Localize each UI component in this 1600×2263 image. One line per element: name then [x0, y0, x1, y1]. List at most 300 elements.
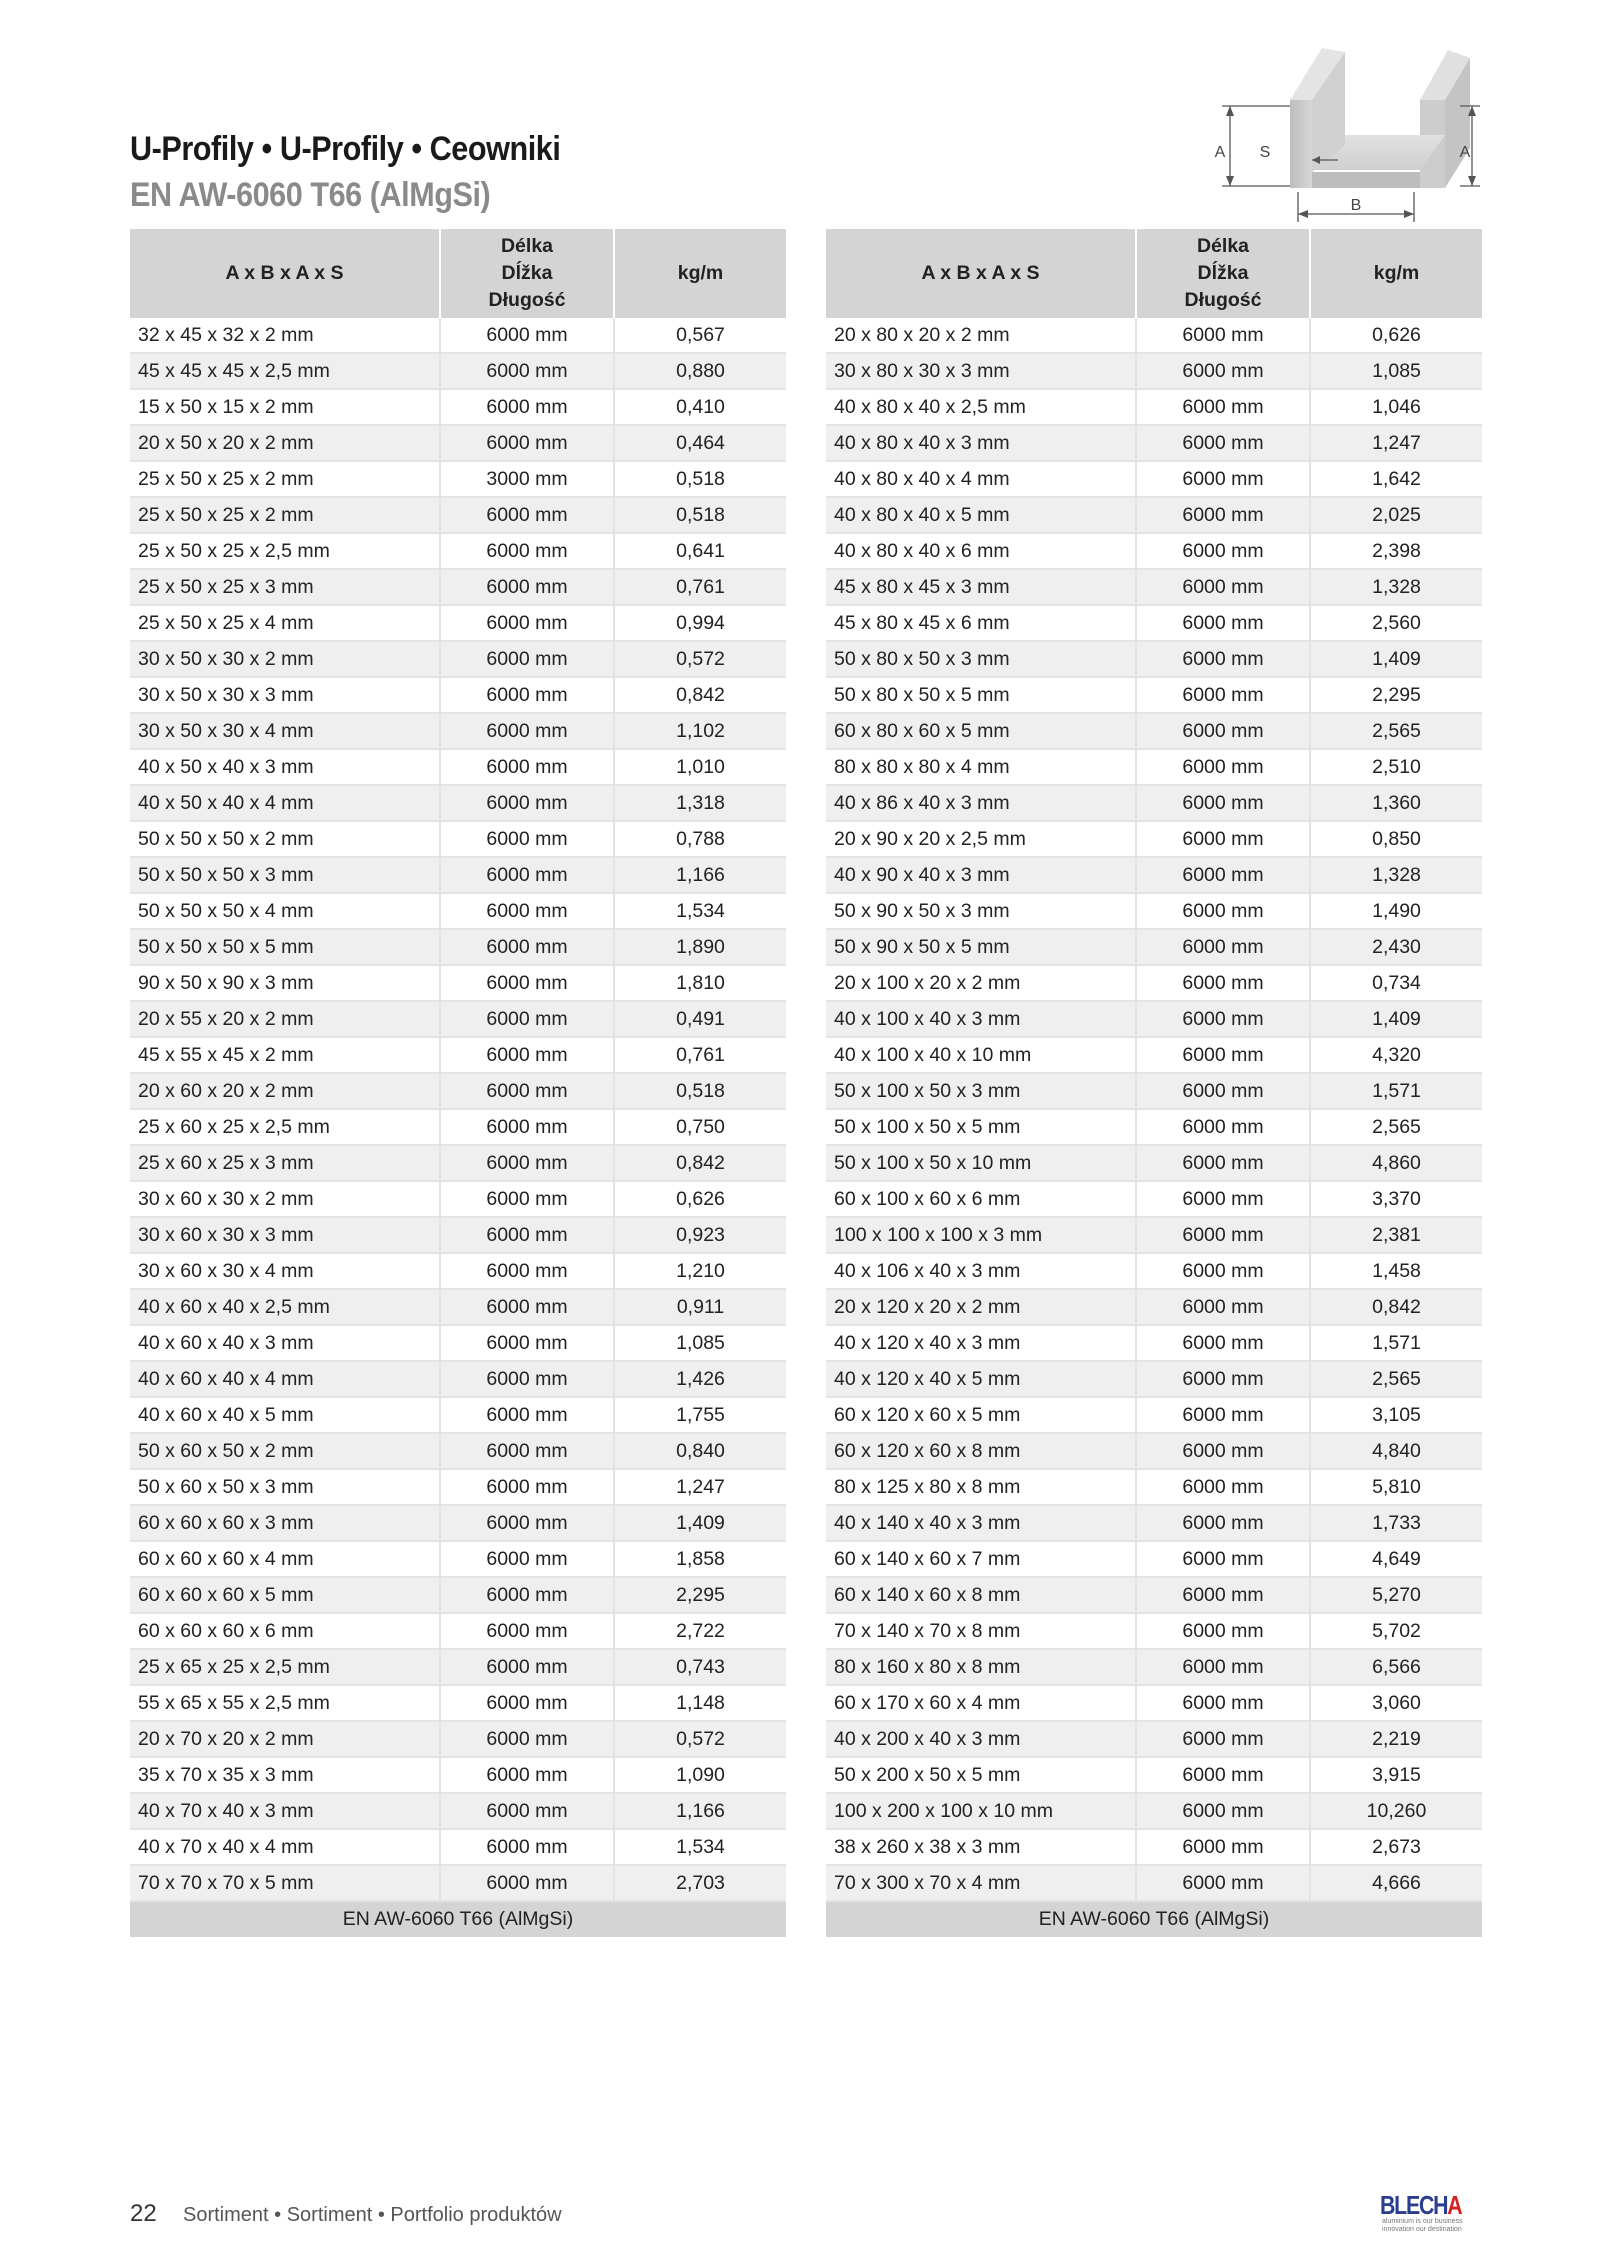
cell-dimensions: 100 x 100 x 100 x 3 mm: [826, 1217, 1136, 1253]
cell-kg-per-m: 2,673: [1310, 1829, 1482, 1865]
cell-dimensions: 50 x 90 x 50 x 5 mm: [826, 929, 1136, 965]
cell-dimensions: 30 x 50 x 30 x 3 mm: [130, 677, 440, 713]
cell-length: 6000 mm: [440, 677, 614, 713]
table-row: [826, 1145, 1482, 1181]
cell-dimensions: 40 x 140 x 40 x 3 mm: [826, 1505, 1136, 1541]
cell-length: 6000 mm: [440, 1613, 614, 1649]
page-number: 22: [130, 2200, 157, 2227]
cell-dimensions: 25 x 60 x 25 x 2,5 mm: [130, 1109, 440, 1145]
logo-tagline-1: aluminium is our business: [1382, 2218, 1463, 2225]
table-row: [130, 425, 786, 461]
cell-kg-per-m: 2,295: [614, 1577, 786, 1613]
table-row: [130, 533, 786, 569]
cell-length: 6000 mm: [1136, 1037, 1310, 1073]
cell-kg-per-m: 0,464: [614, 425, 786, 461]
cell-kg-per-m: 1,148: [614, 1685, 786, 1721]
cell-kg-per-m: 0,734: [1310, 965, 1482, 1001]
cell-kg-per-m: 5,810: [1310, 1469, 1482, 1505]
cell-length: 6000 mm: [440, 533, 614, 569]
cell-dimensions: 40 x 60 x 40 x 4 mm: [130, 1361, 440, 1397]
cell-length: 6000 mm: [1136, 1469, 1310, 1505]
cell-kg-per-m: 1,102: [614, 713, 786, 749]
table-row: [826, 677, 1482, 713]
cell-length: 6000 mm: [1136, 1505, 1310, 1541]
cell-kg-per-m: 2,398: [1310, 533, 1482, 569]
table-row: [826, 1829, 1482, 1865]
cell-length: 6000 mm: [440, 1325, 614, 1361]
cell-kg-per-m: 0,761: [614, 1037, 786, 1073]
table-row: [130, 1577, 786, 1613]
cell-length: 6000 mm: [1136, 425, 1310, 461]
cell-kg-per-m: 1,247: [1310, 425, 1482, 461]
cell-length: 6000 mm: [440, 893, 614, 929]
table-row: [130, 497, 786, 533]
cell-kg-per-m: 2,722: [614, 1613, 786, 1649]
cell-kg-per-m: 3,105: [1310, 1397, 1482, 1433]
cell-length: 6000 mm: [1136, 1397, 1310, 1433]
cell-length: 6000 mm: [440, 1865, 614, 1901]
cell-kg-per-m: 4,649: [1310, 1541, 1482, 1577]
diagram-label-a-left: A: [1214, 144, 1226, 161]
cell-length: 6000 mm: [1136, 569, 1310, 605]
cell-dimensions: 60 x 140 x 60 x 7 mm: [826, 1541, 1136, 1577]
cell-kg-per-m: 5,270: [1310, 1577, 1482, 1613]
cell-kg-per-m: 0,518: [614, 1073, 786, 1109]
table-row: [826, 1217, 1482, 1253]
length-label-sk: Dĺžka: [501, 262, 553, 284]
cell-dimensions: 20 x 80 x 20 x 2 mm: [826, 318, 1136, 353]
table-footer-alloy: EN AW-6060 T66 (AlMgSi): [130, 1901, 786, 1937]
footer-text: Sortiment • Sortiment • Portfolio produktów: [183, 2204, 562, 2226]
table-row: [130, 1469, 786, 1505]
table-row: [130, 857, 786, 893]
cell-length: 6000 mm: [440, 1577, 614, 1613]
table-row: [130, 1613, 786, 1649]
cell-kg-per-m: 1,247: [614, 1469, 786, 1505]
cell-kg-per-m: 0,626: [614, 1181, 786, 1217]
cell-kg-per-m: 3,370: [1310, 1181, 1482, 1217]
cell-dimensions: 50 x 100 x 50 x 5 mm: [826, 1109, 1136, 1145]
cell-kg-per-m: 1,490: [1310, 893, 1482, 929]
table-row: [826, 857, 1482, 893]
table-row: [826, 893, 1482, 929]
cell-kg-per-m: 0,572: [614, 641, 786, 677]
cell-length: 6000 mm: [440, 1505, 614, 1541]
table-row: [130, 677, 786, 713]
cell-length: 6000 mm: [1136, 1289, 1310, 1325]
table-row: [826, 1721, 1482, 1757]
cell-length: 6000 mm: [440, 1829, 614, 1865]
cell-length: 6000 mm: [1136, 1757, 1310, 1793]
cell-length: 6000 mm: [440, 1757, 614, 1793]
cell-kg-per-m: 1,534: [614, 1829, 786, 1865]
cell-length: 6000 mm: [440, 929, 614, 965]
cell-kg-per-m: 0,761: [614, 569, 786, 605]
logo-tagline-2: innovation our destination: [1382, 2226, 1462, 2233]
cell-length: 6000 mm: [1136, 1361, 1310, 1397]
cell-dimensions: 60 x 60 x 60 x 3 mm: [130, 1505, 440, 1541]
table-row: [826, 1793, 1482, 1829]
u-profile-diagram: [1200, 40, 1490, 230]
diagram-label-a-right: A: [1459, 144, 1471, 161]
table-row: [826, 1757, 1482, 1793]
cell-dimensions: 40 x 80 x 40 x 4 mm: [826, 461, 1136, 497]
cell-length: 6000 mm: [1136, 1541, 1310, 1577]
cell-kg-per-m: 1,328: [1310, 857, 1482, 893]
cell-dimensions: 40 x 60 x 40 x 5 mm: [130, 1397, 440, 1433]
cell-dimensions: 60 x 80 x 60 x 5 mm: [826, 713, 1136, 749]
table-row: [826, 533, 1482, 569]
cell-kg-per-m: 1,090: [614, 1757, 786, 1793]
cell-length: 6000 mm: [440, 1793, 614, 1829]
diagram-label-b: B: [1350, 197, 1362, 214]
table-row: [130, 965, 786, 1001]
cell-kg-per-m: 2,565: [1310, 1361, 1482, 1397]
cell-length: 6000 mm: [1136, 677, 1310, 713]
cell-dimensions: 20 x 60 x 20 x 2 mm: [130, 1073, 440, 1109]
table-row: [826, 641, 1482, 677]
table-row: [826, 1001, 1482, 1037]
cell-dimensions: 40 x 90 x 40 x 3 mm: [826, 857, 1136, 893]
cell-length: 6000 mm: [1136, 1793, 1310, 1829]
blecha-logo: [1380, 2190, 1490, 2240]
cell-kg-per-m: 0,850: [1310, 821, 1482, 857]
cell-length: 6000 mm: [440, 1001, 614, 1037]
cell-dimensions: 50 x 50 x 50 x 5 mm: [130, 929, 440, 965]
table-row: [826, 389, 1482, 425]
cell-kg-per-m: 4,840: [1310, 1433, 1482, 1469]
cell-kg-per-m: 1,409: [614, 1505, 786, 1541]
cell-kg-per-m: 0,911: [614, 1289, 786, 1325]
cell-kg-per-m: 2,565: [1310, 713, 1482, 749]
cell-dimensions: 40 x 60 x 40 x 2,5 mm: [130, 1289, 440, 1325]
cell-kg-per-m: 3,915: [1310, 1757, 1482, 1793]
cell-length: 6000 mm: [1136, 929, 1310, 965]
cell-length: 6000 mm: [440, 605, 614, 641]
cell-length: 3000 mm: [440, 461, 614, 497]
table-row: [826, 785, 1482, 821]
cell-length: 6000 mm: [440, 497, 614, 533]
cell-kg-per-m: 4,860: [1310, 1145, 1482, 1181]
cell-kg-per-m: 1,166: [614, 857, 786, 893]
cell-kg-per-m: 1,571: [1310, 1325, 1482, 1361]
cell-kg-per-m: 1,858: [614, 1541, 786, 1577]
logo-name-main: BLECH: [1380, 2190, 1448, 2220]
length-label-sk: Dĺžka: [1197, 262, 1249, 284]
cell-kg-per-m: 1,210: [614, 1253, 786, 1289]
table-row: [826, 1577, 1482, 1613]
table-row: [130, 1325, 786, 1361]
table-row: [826, 1289, 1482, 1325]
table-row: [826, 353, 1482, 389]
cell-length: 6000 mm: [1136, 353, 1310, 389]
cell-dimensions: 30 x 50 x 30 x 4 mm: [130, 713, 440, 749]
cell-length: 6000 mm: [1136, 965, 1310, 1001]
cell-dimensions: 80 x 160 x 80 x 8 mm: [826, 1649, 1136, 1685]
table-row: [826, 497, 1482, 533]
table-row: [130, 461, 786, 497]
cell-kg-per-m: 0,518: [614, 497, 786, 533]
cell-kg-per-m: 1,046: [1310, 389, 1482, 425]
cell-length: 6000 mm: [1136, 1145, 1310, 1181]
cell-dimensions: 45 x 80 x 45 x 6 mm: [826, 605, 1136, 641]
table-row: [130, 1217, 786, 1253]
cell-length: 6000 mm: [440, 1253, 614, 1289]
cell-kg-per-m: 0,641: [614, 533, 786, 569]
cell-kg-per-m: 0,842: [614, 677, 786, 713]
cell-dimensions: 60 x 170 x 60 x 4 mm: [826, 1685, 1136, 1721]
cell-length: 6000 mm: [1136, 389, 1310, 425]
diagram-label-s: S: [1259, 144, 1271, 161]
cell-length: 6000 mm: [440, 318, 614, 353]
cell-dimensions: 90 x 50 x 90 x 3 mm: [130, 965, 440, 1001]
cell-dimensions: 50 x 50 x 50 x 4 mm: [130, 893, 440, 929]
table-row: [130, 1181, 786, 1217]
cell-dimensions: 38 x 260 x 38 x 3 mm: [826, 1829, 1136, 1865]
cell-length: 6000 mm: [1136, 533, 1310, 569]
cell-dimensions: 30 x 60 x 30 x 2 mm: [130, 1181, 440, 1217]
cell-dimensions: 20 x 120 x 20 x 2 mm: [826, 1289, 1136, 1325]
cell-length: 6000 mm: [440, 569, 614, 605]
table-row: [130, 749, 786, 785]
cell-length: 6000 mm: [1136, 1217, 1310, 1253]
table-row: [130, 893, 786, 929]
cell-kg-per-m: 2,565: [1310, 1109, 1482, 1145]
cell-kg-per-m: 3,060: [1310, 1685, 1482, 1721]
cell-length: 6000 mm: [1136, 1253, 1310, 1289]
cell-kg-per-m: 0,750: [614, 1109, 786, 1145]
table-row: [826, 569, 1482, 605]
profile-table-right: [826, 229, 1482, 1937]
cell-kg-per-m: 2,510: [1310, 749, 1482, 785]
cell-length: 6000 mm: [440, 1541, 614, 1577]
cell-length: 6000 mm: [1136, 785, 1310, 821]
cell-length: 6000 mm: [440, 713, 614, 749]
cell-kg-per-m: 0,880: [614, 353, 786, 389]
table-row: [130, 1541, 786, 1577]
cell-kg-per-m: 1,534: [614, 893, 786, 929]
cell-kg-per-m: 0,840: [614, 1433, 786, 1469]
table-row: [826, 929, 1482, 965]
logo-name-accent: A: [1447, 2190, 1462, 2220]
cell-dimensions: 25 x 50 x 25 x 2,5 mm: [130, 533, 440, 569]
table-row: [826, 1253, 1482, 1289]
cell-dimensions: 40 x 86 x 40 x 3 mm: [826, 785, 1136, 821]
cell-dimensions: 50 x 100 x 50 x 3 mm: [826, 1073, 1136, 1109]
cell-kg-per-m: 1,642: [1310, 461, 1482, 497]
table-footer-alloy: EN AW-6060 T66 (AlMgSi): [826, 1901, 1482, 1937]
cell-length: 6000 mm: [440, 641, 614, 677]
table-row: [826, 713, 1482, 749]
cell-length: 6000 mm: [1136, 1001, 1310, 1037]
cell-dimensions: 40 x 70 x 40 x 3 mm: [130, 1793, 440, 1829]
cell-dimensions: 35 x 70 x 35 x 3 mm: [130, 1757, 440, 1793]
cell-dimensions: 40 x 70 x 40 x 4 mm: [130, 1829, 440, 1865]
table-row: [130, 1037, 786, 1073]
cell-kg-per-m: 2,560: [1310, 605, 1482, 641]
cell-dimensions: 40 x 50 x 40 x 3 mm: [130, 749, 440, 785]
cell-length: 6000 mm: [440, 389, 614, 425]
cell-length: 6000 mm: [1136, 1721, 1310, 1757]
table-row: [130, 1649, 786, 1685]
table-row: [130, 1685, 786, 1721]
cell-length: 6000 mm: [440, 425, 614, 461]
cell-dimensions: 60 x 60 x 60 x 5 mm: [130, 1577, 440, 1613]
cell-dimensions: 40 x 80 x 40 x 5 mm: [826, 497, 1136, 533]
table-row: [826, 605, 1482, 641]
cell-length: 6000 mm: [1136, 1181, 1310, 1217]
cell-length: 6000 mm: [440, 821, 614, 857]
cell-dimensions: 15 x 50 x 15 x 2 mm: [130, 389, 440, 425]
table-footer-row: [130, 1901, 786, 1937]
col-header-dimensions: A x B x A x S: [826, 229, 1136, 318]
cell-length: 6000 mm: [1136, 1865, 1310, 1901]
cell-kg-per-m: 2,430: [1310, 929, 1482, 965]
table-row: [130, 353, 786, 389]
col-header-kg: kg/m: [614, 229, 786, 318]
cell-kg-per-m: 0,842: [1310, 1289, 1482, 1325]
table-row: [130, 1145, 786, 1181]
cell-length: 6000 mm: [1136, 1577, 1310, 1613]
cell-length: 6000 mm: [1136, 461, 1310, 497]
table-row: [130, 1865, 786, 1901]
cell-dimensions: 20 x 100 x 20 x 2 mm: [826, 965, 1136, 1001]
cell-length: 6000 mm: [440, 1073, 614, 1109]
cell-dimensions: 40 x 60 x 40 x 3 mm: [130, 1325, 440, 1361]
table-row: [130, 389, 786, 425]
cell-kg-per-m: 0,518: [614, 461, 786, 497]
table-row: [826, 1613, 1482, 1649]
length-label-pl: Długość: [488, 289, 566, 311]
cell-dimensions: 60 x 120 x 60 x 8 mm: [826, 1433, 1136, 1469]
table-row: [130, 821, 786, 857]
table-row: [130, 605, 786, 641]
table-row: [826, 965, 1482, 1001]
table-body: [130, 318, 786, 1901]
table-row: [826, 318, 1482, 353]
table-row: [826, 1685, 1482, 1721]
cell-kg-per-m: 0,842: [614, 1145, 786, 1181]
table-row: [826, 1037, 1482, 1073]
cell-dimensions: 80 x 80 x 80 x 4 mm: [826, 749, 1136, 785]
cell-kg-per-m: 0,626: [1310, 318, 1482, 353]
length-label-pl: Długość: [1184, 289, 1262, 311]
table-row: [826, 1397, 1482, 1433]
cell-length: 6000 mm: [440, 1433, 614, 1469]
cell-dimensions: 60 x 140 x 60 x 8 mm: [826, 1577, 1136, 1613]
cell-length: 6000 mm: [1136, 1109, 1310, 1145]
cell-dimensions: 40 x 80 x 40 x 3 mm: [826, 425, 1136, 461]
cell-dimensions: 60 x 120 x 60 x 5 mm: [826, 1397, 1136, 1433]
table-footer-row: [826, 1901, 1482, 1937]
cell-dimensions: 50 x 60 x 50 x 2 mm: [130, 1433, 440, 1469]
cell-length: 6000 mm: [1136, 318, 1310, 353]
cell-length: 6000 mm: [440, 1361, 614, 1397]
table-row: [130, 641, 786, 677]
cell-dimensions: 25 x 50 x 25 x 2 mm: [130, 497, 440, 533]
cell-dimensions: 100 x 200 x 100 x 10 mm: [826, 1793, 1136, 1829]
cell-dimensions: 20 x 50 x 20 x 2 mm: [130, 425, 440, 461]
length-label-cz: Délka: [500, 235, 554, 257]
cell-dimensions: 50 x 50 x 50 x 2 mm: [130, 821, 440, 857]
cell-dimensions: 32 x 45 x 32 x 2 mm: [130, 318, 440, 353]
cell-dimensions: 30 x 60 x 30 x 4 mm: [130, 1253, 440, 1289]
cell-kg-per-m: 4,666: [1310, 1865, 1482, 1901]
table-body: [826, 318, 1482, 1901]
cell-kg-per-m: 2,703: [614, 1865, 786, 1901]
table-row: [130, 1433, 786, 1469]
cell-kg-per-m: 1,458: [1310, 1253, 1482, 1289]
table-row: [826, 1469, 1482, 1505]
cell-kg-per-m: 10,260: [1310, 1793, 1482, 1829]
cell-length: 6000 mm: [1136, 1649, 1310, 1685]
table-row: [826, 1361, 1482, 1397]
cell-kg-per-m: 0,491: [614, 1001, 786, 1037]
col-header-dimensions: A x B x A x S: [130, 229, 440, 318]
table-row: [130, 1073, 786, 1109]
cell-dimensions: 50 x 80 x 50 x 3 mm: [826, 641, 1136, 677]
cell-dimensions: 20 x 70 x 20 x 2 mm: [130, 1721, 440, 1757]
cell-length: 6000 mm: [440, 1289, 614, 1325]
cell-length: 6000 mm: [1136, 1685, 1310, 1721]
cell-length: 6000 mm: [1136, 641, 1310, 677]
cell-dimensions: 40 x 120 x 40 x 5 mm: [826, 1361, 1136, 1397]
cell-kg-per-m: 6,566: [1310, 1649, 1482, 1685]
cell-dimensions: 60 x 100 x 60 x 6 mm: [826, 1181, 1136, 1217]
cell-length: 6000 mm: [440, 1469, 614, 1505]
cell-dimensions: 50 x 100 x 50 x 10 mm: [826, 1145, 1136, 1181]
cell-kg-per-m: 2,295: [1310, 677, 1482, 713]
cell-dimensions: 50 x 80 x 50 x 5 mm: [826, 677, 1136, 713]
cell-kg-per-m: 0,567: [614, 318, 786, 353]
cell-length: 6000 mm: [440, 1217, 614, 1253]
table-row: [826, 1649, 1482, 1685]
cell-length: 6000 mm: [1136, 1325, 1310, 1361]
cell-length: 6000 mm: [440, 1685, 614, 1721]
table-row: [826, 749, 1482, 785]
cell-kg-per-m: 1,328: [1310, 569, 1482, 605]
table-header-row: [130, 229, 786, 318]
table-row: [130, 1109, 786, 1145]
cell-kg-per-m: 0,410: [614, 389, 786, 425]
table-row: [826, 1505, 1482, 1541]
cell-kg-per-m: 4,320: [1310, 1037, 1482, 1073]
cell-kg-per-m: 1,890: [614, 929, 786, 965]
cell-dimensions: 30 x 60 x 30 x 3 mm: [130, 1217, 440, 1253]
cell-dimensions: 20 x 90 x 20 x 2,5 mm: [826, 821, 1136, 857]
cell-kg-per-m: 1,318: [614, 785, 786, 821]
cell-kg-per-m: 0,743: [614, 1649, 786, 1685]
cell-kg-per-m: 5,702: [1310, 1613, 1482, 1649]
cell-length: 6000 mm: [1136, 605, 1310, 641]
table-row: [130, 569, 786, 605]
cell-dimensions: 70 x 70 x 70 x 5 mm: [130, 1865, 440, 1901]
table-row: [130, 785, 786, 821]
cell-kg-per-m: 1,085: [1310, 353, 1482, 389]
table-row: [130, 1793, 786, 1829]
table-row: [130, 929, 786, 965]
cell-dimensions: 50 x 60 x 50 x 3 mm: [130, 1469, 440, 1505]
cell-dimensions: 30 x 50 x 30 x 2 mm: [130, 641, 440, 677]
page-title: U-Profily • U-Profily • Ceowniki: [130, 130, 561, 168]
cell-length: 6000 mm: [440, 1109, 614, 1145]
cell-dimensions: 25 x 50 x 25 x 2 mm: [130, 461, 440, 497]
cell-length: 6000 mm: [1136, 1073, 1310, 1109]
table-row: [826, 1541, 1482, 1577]
page-subtitle: EN AW-6060 T66 (AlMgSi): [130, 176, 491, 214]
col-header-kg: kg/m: [1310, 229, 1482, 318]
table-row: [826, 1181, 1482, 1217]
